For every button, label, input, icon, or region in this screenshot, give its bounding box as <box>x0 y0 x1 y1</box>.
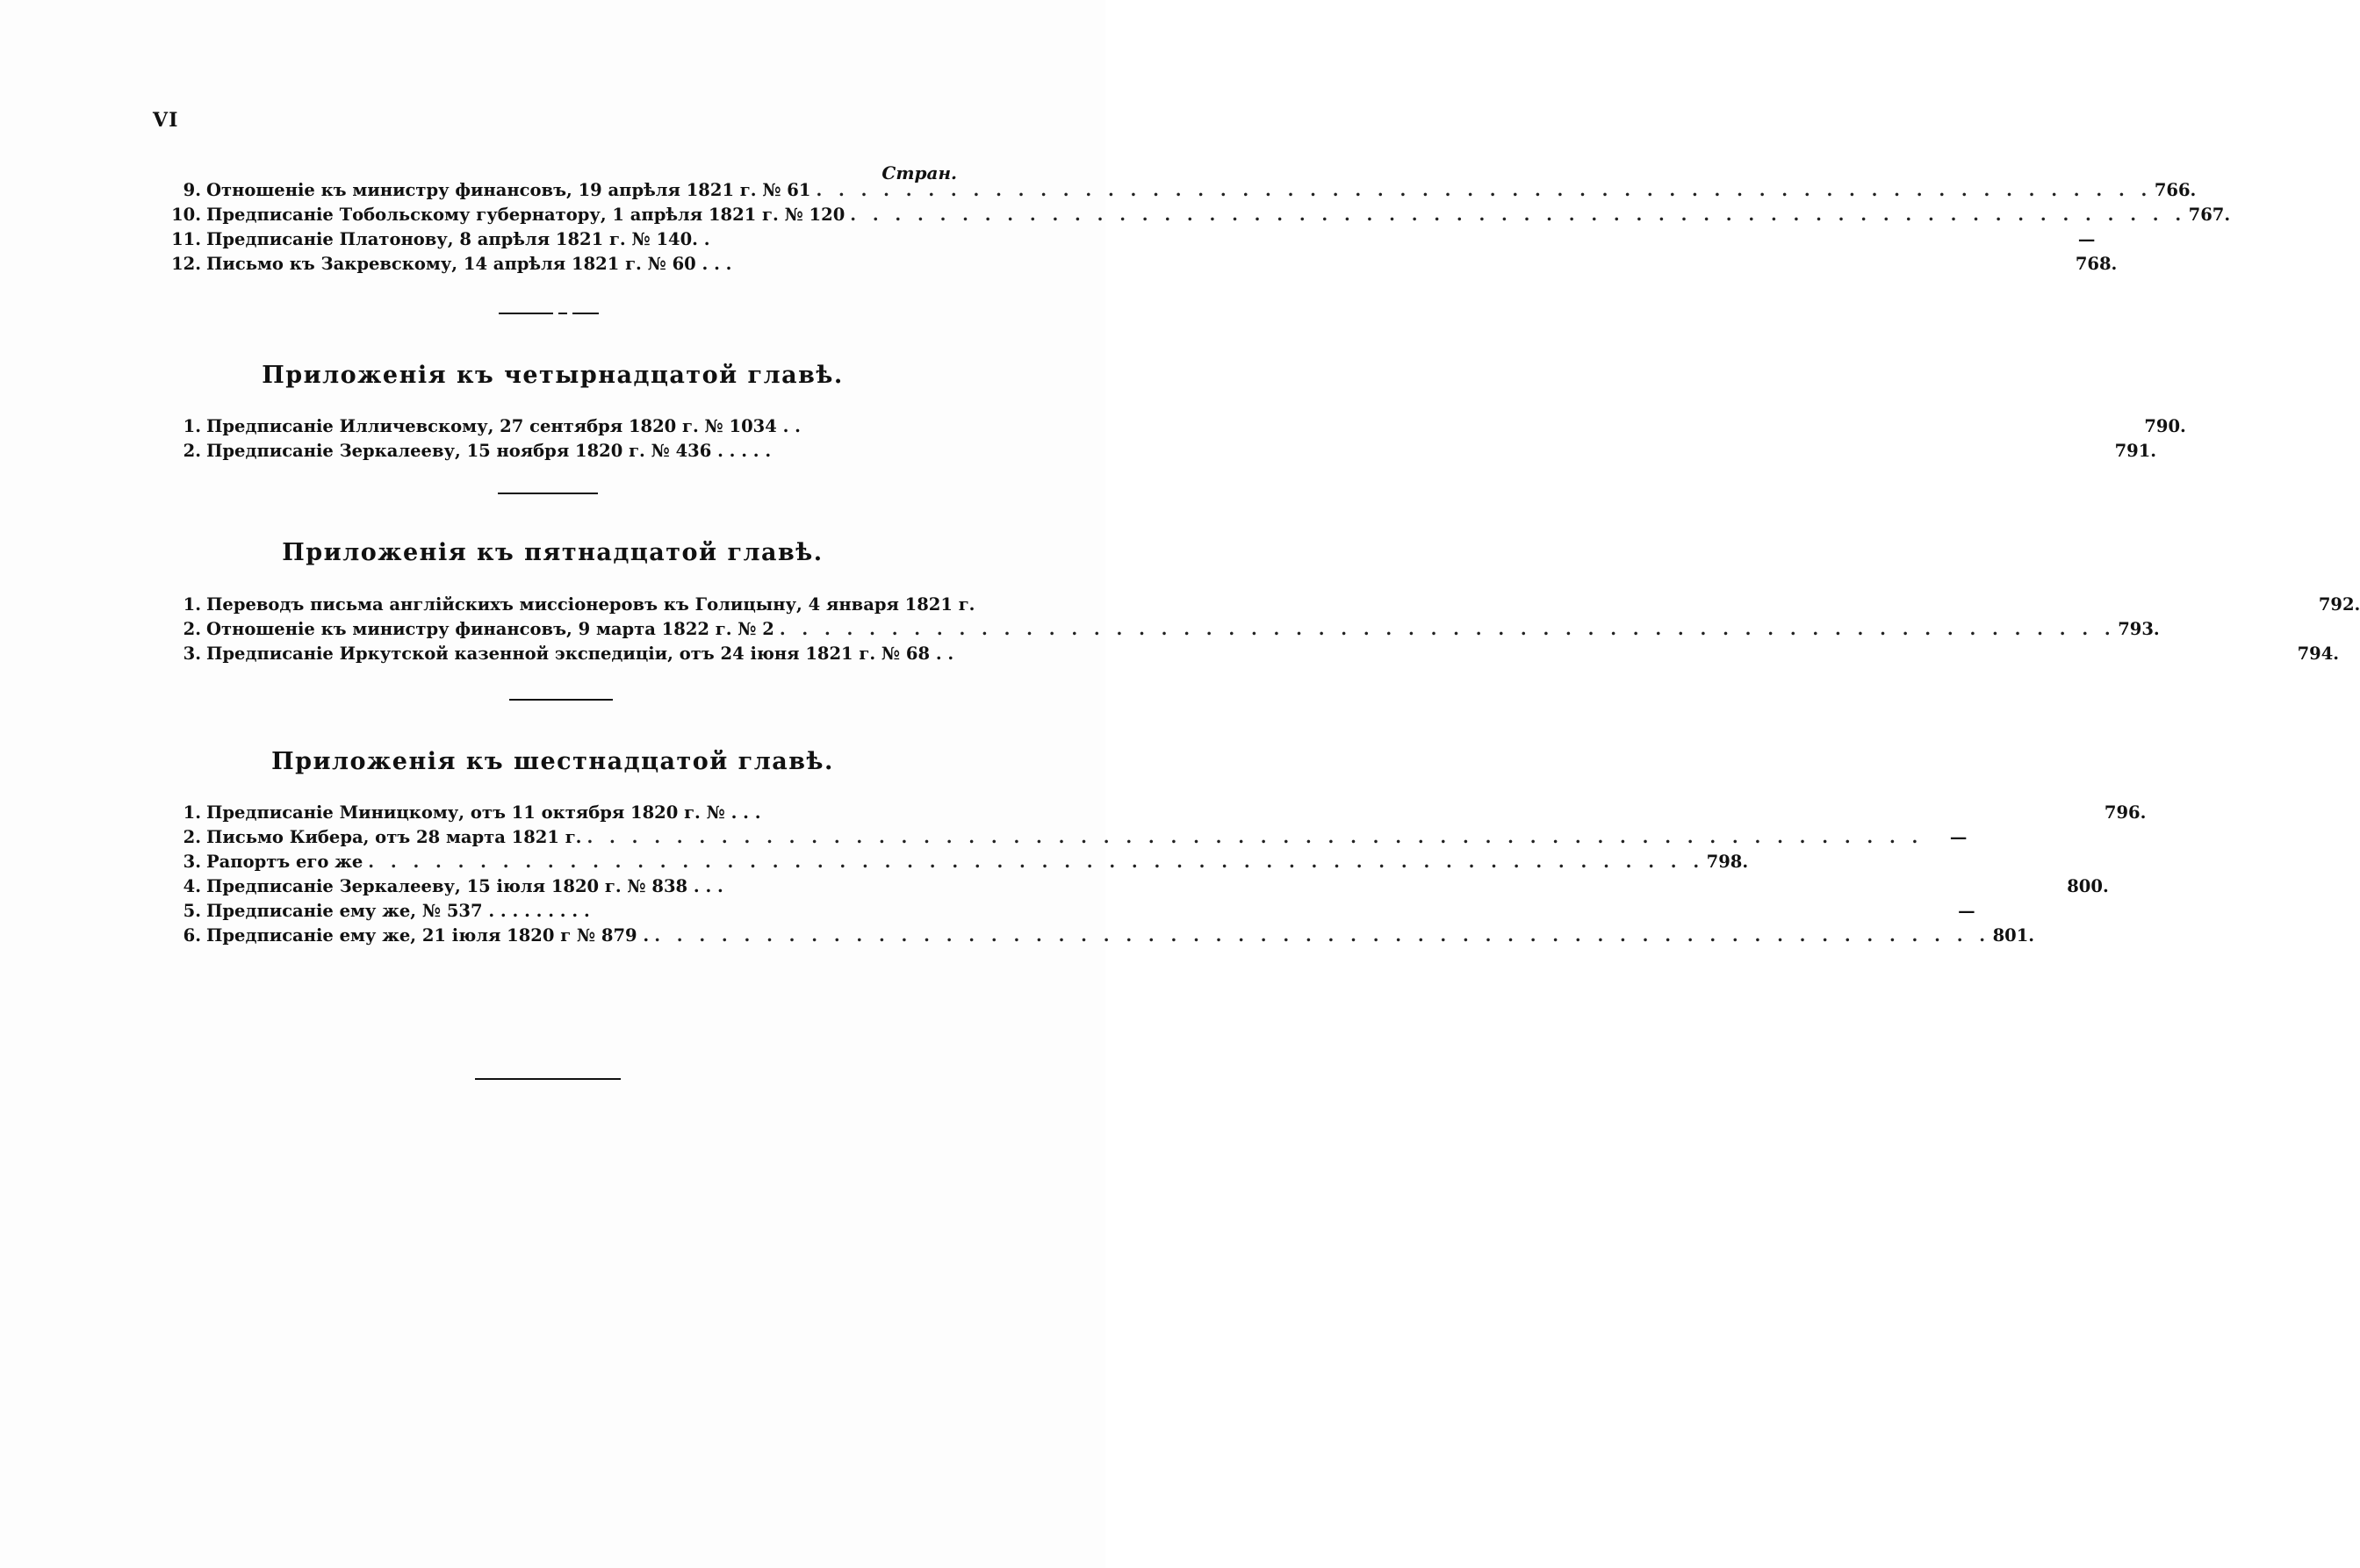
entry-number: 12. <box>171 254 201 274</box>
toc-section-15 <box>162 594 2360 668</box>
entry-page: — <box>2077 229 2096 249</box>
entry-title: Отношеніе къ министру финансовъ, 9 марта 1822 г. № 2 <box>206 619 774 639</box>
toc-entry <box>162 644 2340 668</box>
toc-entry <box>162 229 2096 254</box>
entry-title: Предписаніе Тобольскому губернатору, 1 апрѣля 1821 г. № 120 <box>206 205 845 225</box>
pages-column-header: Стран. <box>881 162 957 183</box>
entry-number: 2. <box>183 619 201 639</box>
entry-page: 796. <box>2104 802 2147 823</box>
entry-title: Предписаніе Миницкому, отъ 11 октября 1820 г. № . . . <box>206 802 761 823</box>
entry-page: 768. <box>2075 254 2118 274</box>
entry-page: 800. <box>2067 876 2109 896</box>
toc-section-top <box>162 180 2231 278</box>
entry-page: — <box>1958 901 1975 921</box>
entry-number: 1. <box>183 416 201 436</box>
entry-number: 9. <box>183 180 201 200</box>
section-heading-15: Приложенія къ пятнадцатой главѣ. <box>282 539 824 566</box>
toc-entry <box>162 180 2197 205</box>
dot-leader <box>363 852 1704 872</box>
entry-number: 1. <box>183 594 201 615</box>
entry-title: Письмо Кибера, отъ 28 марта 1821 г. <box>206 827 582 847</box>
toc-entry <box>162 827 1968 852</box>
entry-number: 4. <box>183 876 201 896</box>
toc-entry <box>162 205 2231 229</box>
toc-entry <box>162 802 2147 827</box>
entry-title: Переводъ письма англійскихъ миссіонеровъ къ Голицыну, 4 января 1821 г. <box>206 594 975 615</box>
toc-entry <box>162 254 2118 278</box>
entry-title: Предписаніе Иркутской казенной экспедиціи, отъ 24 іюня 1821 г. № 68 . . <box>206 644 954 664</box>
entry-number: 5. <box>183 901 201 921</box>
entry-number: 3. <box>183 644 201 664</box>
entry-title: Рапортъ его же <box>206 852 363 872</box>
entry-title: Письмо къ Закревскому, 14 апрѣля 1821 г. № 60 . . . <box>206 254 732 274</box>
entry-page: 791. <box>2114 441 2157 461</box>
entry-number: 3. <box>183 852 201 872</box>
dot-leader <box>581 827 1923 847</box>
entry-number: 11. <box>171 229 201 249</box>
toc-entry <box>162 416 2186 441</box>
toc-entry <box>162 876 2109 901</box>
entry-title: Предписаніе Зеркалееву, 15 іюля 1820 г. № 838 . . . <box>206 876 723 896</box>
toc-entry <box>162 441 2157 465</box>
dot-leader <box>845 205 2186 225</box>
entry-title: Отношеніе къ министру финансовъ, 19 апрѣля 1821 г. № 61 <box>206 180 811 200</box>
entry-number: 10. <box>171 205 201 225</box>
entry-page: 790. <box>2144 416 2186 436</box>
entry-page: 767. <box>2188 205 2231 225</box>
section-divider <box>498 493 598 494</box>
entry-page: 798. <box>1706 852 1749 872</box>
section-heading-16: Приложенія къ шестнадцатой главѣ. <box>271 748 834 775</box>
section-divider <box>509 699 613 701</box>
entry-number: 6. <box>183 925 201 946</box>
toc-entry <box>162 925 2035 950</box>
entry-title: Предписаніе ему же, 21 іюля 1820 г № 879 . <box>206 925 650 946</box>
entry-number: 2. <box>183 441 201 461</box>
entry-title: Предписаніе ему же, № 537 . . . . . . . . . <box>206 901 590 921</box>
toc-entry <box>162 901 1975 925</box>
entry-page: — <box>1949 827 1968 847</box>
entry-number: 1. <box>183 802 201 823</box>
toc-entry <box>162 619 2160 644</box>
toc-section-16 <box>162 802 2147 950</box>
dot-leader <box>810 180 2152 200</box>
entry-page: 792. <box>2318 594 2360 615</box>
entry-page: 801. <box>1992 925 2035 946</box>
entry-page: 766. <box>2154 180 2197 200</box>
end-divider <box>475 1078 621 1080</box>
entry-number: 2. <box>183 827 201 847</box>
entry-title: Предписаніе Платонову, 8 апрѣля 1821 г. № 140. . <box>206 229 710 249</box>
toc-entry <box>162 852 1749 876</box>
section-divider <box>499 313 602 314</box>
entry-title: Предписаніе Илличевскому, 27 сентября 1820 г. № 1034 . . <box>206 416 801 436</box>
dot-leader <box>649 925 1990 946</box>
entry-page: 794. <box>2297 644 2340 664</box>
toc-section-14 <box>162 416 2186 465</box>
toc-entry <box>162 594 2360 619</box>
entry-page: 793. <box>2118 619 2160 639</box>
page-number: VI <box>153 109 179 132</box>
dot-leader <box>774 619 2116 639</box>
section-heading-14: Приложенія къ четырнадцатой главѣ. <box>262 362 844 389</box>
entry-title: Предписаніе Зеркалееву, 15 ноября 1820 г. № 436 . . . . . <box>206 441 772 461</box>
